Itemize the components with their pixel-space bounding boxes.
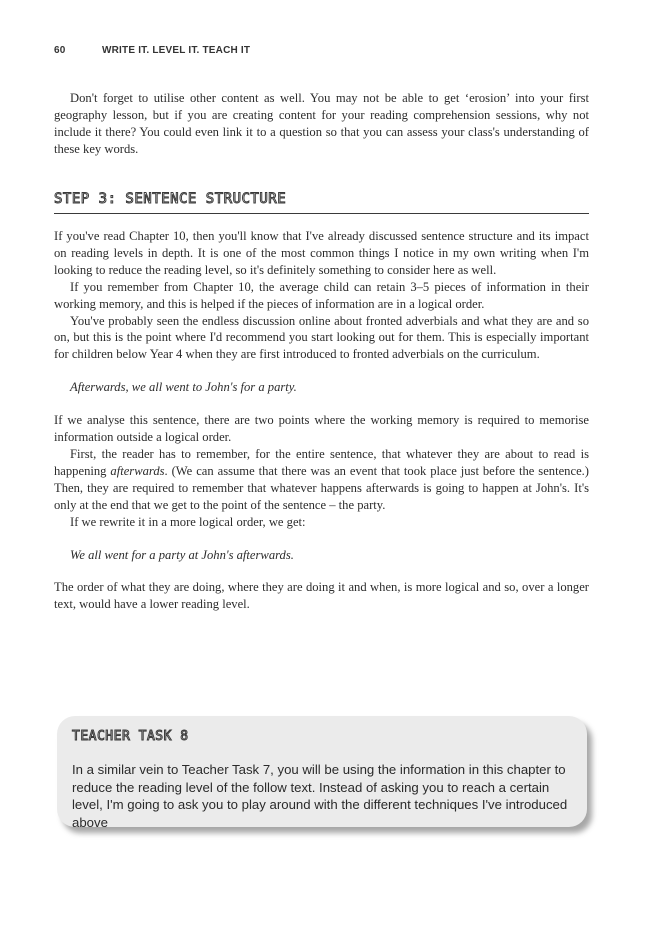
intro-paragraph: Don't forget to utilise other content as well. You may not be able to get ‘erosion’ into your first geography lesson, but if you are creating content for your reading comprehension sessions, why not include it there? You could even link it to a question so that you can assess your class's understanding of these key words. [54,91,589,156]
example-sentence-2: We all went for a party at John's afterwards. [70,547,294,562]
example-sentence-1: Afterwards, we all went to John's for a party. [70,380,297,395]
running-header [54,45,250,56]
paragraph-3: You've probably seen the endless discussion online about fronted adverbials and what they are and so on, but this is the point where I'd recommend you start looking out for them. This is especially important for children below Year 4 when they are first introduced to fronted adverbials on the curriculum. [54,313,589,362]
conclusion-paragraph: The order of what they are doing, where they are doing it and when, is more logical and so, over a longer text, would have a lower reading level. [54,580,589,612]
teacher-task-title: TEACHER TASK 8 [72,729,189,744]
analysis-text-b: . (We can assume that there was an event that took place just before the sentence.) Then, they are required to remember that whatever happens afterwards is going to happen at John's. It's only at the end that we get to the point of the sentence – the party. [54,463,589,512]
section-body [54,228,589,613]
intro-block [54,90,589,158]
page-number: 60 [54,45,66,56]
analysis-paragraph-1: If we analyse this sentence, there are two points where the working memory is required to memorise information outside a logical order. [54,413,589,445]
paragraph-1: If you've read Chapter 10, then you'll know that I've already discussed sentence structure and its impact on reading levels in depth. It is one of the most common things I notice in my own writing when I'm looking to reduce the reading level, so it's definitely something to consider here as well. [54,229,589,277]
analysis-text-a: First, the reader has to remember, for the entire sentence, that whatever they are about to read is happening [54,446,589,478]
section-heading [54,188,589,214]
analysis-emphasis: afterwards [110,463,165,478]
analysis-paragraph-2 [54,446,589,514]
section-heading-text: STEP 3: SENTENCE STRUCTURE [54,191,287,207]
teacher-task-text: In a similar vein to Teacher Task 7, you will be using the information in this chapter to reduce the reading level of the follow text. Instead of asking you to reach a certain level, I'm going to ask you to play around with the different techniques I've introduced above [72,762,568,830]
book-title: WRITE IT. LEVEL IT. TEACH IT [102,45,251,56]
analysis-paragraph-3: If we rewrite it in a more logical order, we get: [70,514,306,529]
teacher-task-box [57,716,587,830]
paragraph-2: If you remember from Chapter 10, the average child can retain 3–5 pieces of information in their working memory, and this is helped if the pieces of information are in a logical order. [54,279,589,311]
